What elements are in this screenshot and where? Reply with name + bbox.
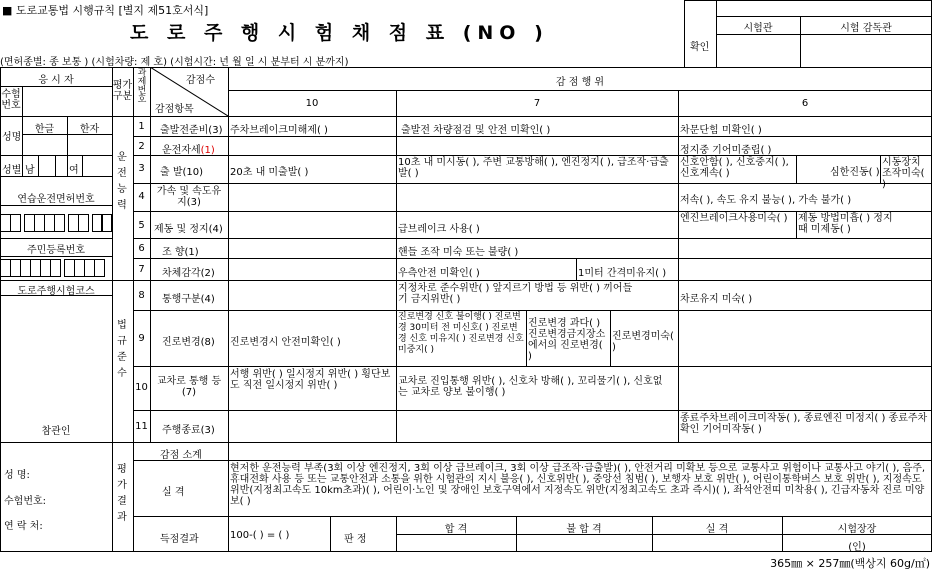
row-9-deduct-7b[interactable]: 진로변경 과다( ) 진로변경금지장소에서의 진로변경( ) (528, 318, 606, 362)
contact-exam-no-label: 수험번호: (4, 496, 47, 507)
deduct-subtotal-label: 감점 소계 (160, 450, 202, 461)
row-5-no: 5 (138, 220, 145, 231)
contact-phone-label: 연 락 처: (4, 521, 43, 532)
row-9-deduct-7c[interactable]: 진로변경미숙( ) (612, 331, 674, 353)
row-3-deduct-6a[interactable]: 신호안함( ), 신호중지( ), 신호계속( ) (680, 157, 789, 179)
row-11-item: 주행종료(3) (162, 425, 215, 436)
score-formula[interactable]: 100-( ) = ( ) (230, 530, 290, 541)
row-10-no: 10 (135, 382, 148, 393)
row-7-item: 차체감각(2) (162, 268, 215, 279)
judgment-label: 판 정 (344, 534, 367, 545)
item-no-header: 과 제 번 호 (137, 68, 147, 105)
row-5-deduct-6a[interactable]: 엔진브레이크사용미숙( ) (680, 213, 788, 224)
row-6-no: 6 (138, 243, 145, 254)
practice-license-label: 연습운전면허번호 (17, 194, 95, 205)
row-7-no: 7 (138, 264, 145, 275)
disqualification-text[interactable]: 현저한 운전능력 부족(3회 이상 엔진정지, 3회 이상 급브레이크, 3회 이상 급조작·급출발)( ), 안전거리 미확보 등으로 교통사고 위험이나 교통사고 야기( ), 음주, 휴대전화 사용 등 또는 교통안전과 소통을 위한 시험관의 지시 불응( ), 신호위반( ), 중앙선 침범( ), 보행자 보호 위반( ), 어린이통학버스 보호 위반( ), 지정속도 위반(지정최고속도 10km초과)( ), 어린이·노인 및 장애인 보호구역에서 지정속도 위반(지정최고속도 초과 즉시)( ), 좌석안전띠 미착용( ), 긴급자동차 진로 미양보( ) (230, 463, 926, 507)
row-6-item: 조 향(1) (162, 247, 199, 258)
row-3-deduct-7[interactable]: 10초 내 미시동( ), 주변 교통방해( ), 엔진정지( ), 급조작·급출발( ) (398, 157, 669, 179)
page-title: 도 로 주 행 시 험 채 점 표 (NO ) (130, 22, 549, 44)
column-6-header: 6 (801, 98, 809, 109)
hangul-label: 한글 (34, 124, 55, 135)
paper-spec: 365㎜ × 257㎜(백상지 60g/㎡) (770, 557, 930, 570)
road-course-label: 도로주행시험코스 (17, 286, 95, 297)
row-8-item: 통행구분(4) (162, 294, 215, 305)
contact-name-label: 성 명: (4, 470, 30, 481)
test-center-director-label: 시험장장 (837, 524, 877, 535)
row-5-deduct-7[interactable]: 급브레이크 사용( ) (398, 224, 480, 235)
row-4-no: 4 (138, 191, 145, 202)
gender-label: 성별 (2, 165, 22, 176)
column-10-header: 10 (305, 98, 319, 109)
exam-info-line: (면허종별: 종 보통 ) (시험차량: 제 호) (시험시간: 년 월 일 시 분부터 시 분까지) (0, 57, 349, 68)
row-3-deduct-6c[interactable]: 시동장치조작미숙( ) (882, 157, 925, 190)
row-7-deduct-7b[interactable]: 1미터 간격미유지( ) (578, 268, 667, 279)
examiner-header: 시험관 (743, 23, 773, 34)
row-5-deduct-6b[interactable]: 제동 방법미흡( ) 정지때 미제동( ) (798, 213, 893, 235)
row-11-no: 11 (135, 421, 148, 432)
hanja-label: 한자 (79, 124, 100, 135)
row-4-item: 가속 및 속도유지(3) (156, 186, 222, 208)
row-6-deduct-7[interactable]: 핸들 조작 미숙 또는 불량( ) (398, 247, 519, 258)
row-2-no: 2 (138, 141, 145, 152)
row-9-deduct-7a[interactable]: 진로변경 신호 불이행( ) 진로변경 30미터 전 미신호( ) 진로변경 신호 미유지( ) 진로변경 신호 미중지( ) (398, 312, 524, 355)
disqualified-label[interactable]: 실 격 (705, 524, 729, 535)
row-3-deduct-10[interactable]: 20초 내 미출발( ) (230, 167, 309, 178)
row-9-no: 9 (138, 333, 145, 344)
resident-number-label: 주민등록번호 (27, 245, 85, 256)
row-1-item: 출발전준비(3) (160, 125, 223, 136)
row-1-no: 1 (138, 121, 145, 132)
row-1-deduct-7[interactable]: 출발전 차량점검 및 안전 미확인( ) (401, 125, 551, 136)
disqualification-label: 실 격 (162, 487, 185, 498)
row-11-deduct-6[interactable]: 종료주차브레이크미작동( ), 종료엔진 미정지( ) 종료주차확인 기어미작동( ) (680, 413, 928, 435)
row-9-item: 진로변경(8) (162, 337, 215, 348)
group-driving-ability: 운 전 능 력 (117, 152, 127, 211)
row-9-deduct-10[interactable]: 진로변경시 안전미확인( ) (230, 337, 341, 348)
row-1-deduct-6[interactable]: 차문단힘 미확인( ) (680, 125, 762, 136)
row-10-deduct-10[interactable]: 서행 위반( ) 일시정지 위반( ) 횡단보도 직전 일시정지 위반( ) (230, 369, 391, 391)
column-7-header: 7 (533, 98, 541, 109)
row-10-item: 교차로 통행 등(7) (156, 376, 222, 398)
row-8-deduct-6[interactable]: 차로유지 미숙( ) (680, 294, 753, 305)
row-2-item: 운전자세(1) (162, 145, 215, 156)
deduct-range-header: 감 점 행 위 (555, 77, 605, 88)
row-3-no: 3 (138, 163, 145, 174)
fail-label[interactable]: 불 합 격 (566, 524, 602, 535)
female-label: 여 (69, 165, 79, 176)
male-label: 남 (25, 165, 35, 176)
row-3-item: 출 발(10) (160, 167, 204, 178)
confirm-label: 확인 (690, 42, 710, 53)
pass-label[interactable]: 합 격 (444, 524, 468, 535)
group-rule-compliance: 법 규 준 수 (117, 320, 127, 379)
group-eval-result: 평 가 결 과 (117, 464, 127, 523)
row-10-deduct-7[interactable]: 교차로 진입통행 위반( ), 신호차 방해( ), 꼬리물기( ), 신호없는 교차로 양보 불이행( ) (398, 376, 663, 398)
row-7-deduct-7a[interactable]: 우측안전 미확인( ) (398, 268, 480, 279)
form-reference: ■ 도로교통법 시행규칙 [별지 제51호서식] (2, 4, 209, 17)
eval-type-header: 평가 구분 (112, 80, 133, 102)
deduct-items-header: 감점항목 (155, 104, 194, 115)
exam-number-label: 수험 번호 (1, 89, 21, 111)
header-diagonal (150, 67, 228, 116)
participant-label: 참관인 (41, 426, 71, 437)
seal-label: (인) (848, 542, 866, 553)
applicant-header: 응 시 자 (38, 75, 74, 86)
score-result-label: 득점결과 (160, 534, 199, 545)
supervisor-header: 시험 감독관 (840, 23, 892, 34)
row-8-deduct-7[interactable]: 지정차로 준수위반( ) 앞지르기 방법 등 위반( ) 끼어들기 금지위반( ) (398, 283, 633, 305)
row-4-deduct-6[interactable]: 저속( ), 속도 유지 불능( ), 가속 불가( ) (680, 195, 852, 206)
name-label: 성명 (2, 132, 22, 143)
row-3-deduct-6b[interactable]: 심한진동( ) (830, 167, 880, 178)
row-8-no: 8 (138, 290, 145, 301)
row-5-item: 제동 및 정지(4) (154, 224, 223, 235)
deduct-points-header: 감점수 (186, 75, 215, 86)
row-2-deduct-6[interactable]: 정지중 기어미중립( ) (680, 145, 772, 156)
row-1-deduct-10[interactable]: 주차브레이크미해제( ) (230, 125, 328, 136)
